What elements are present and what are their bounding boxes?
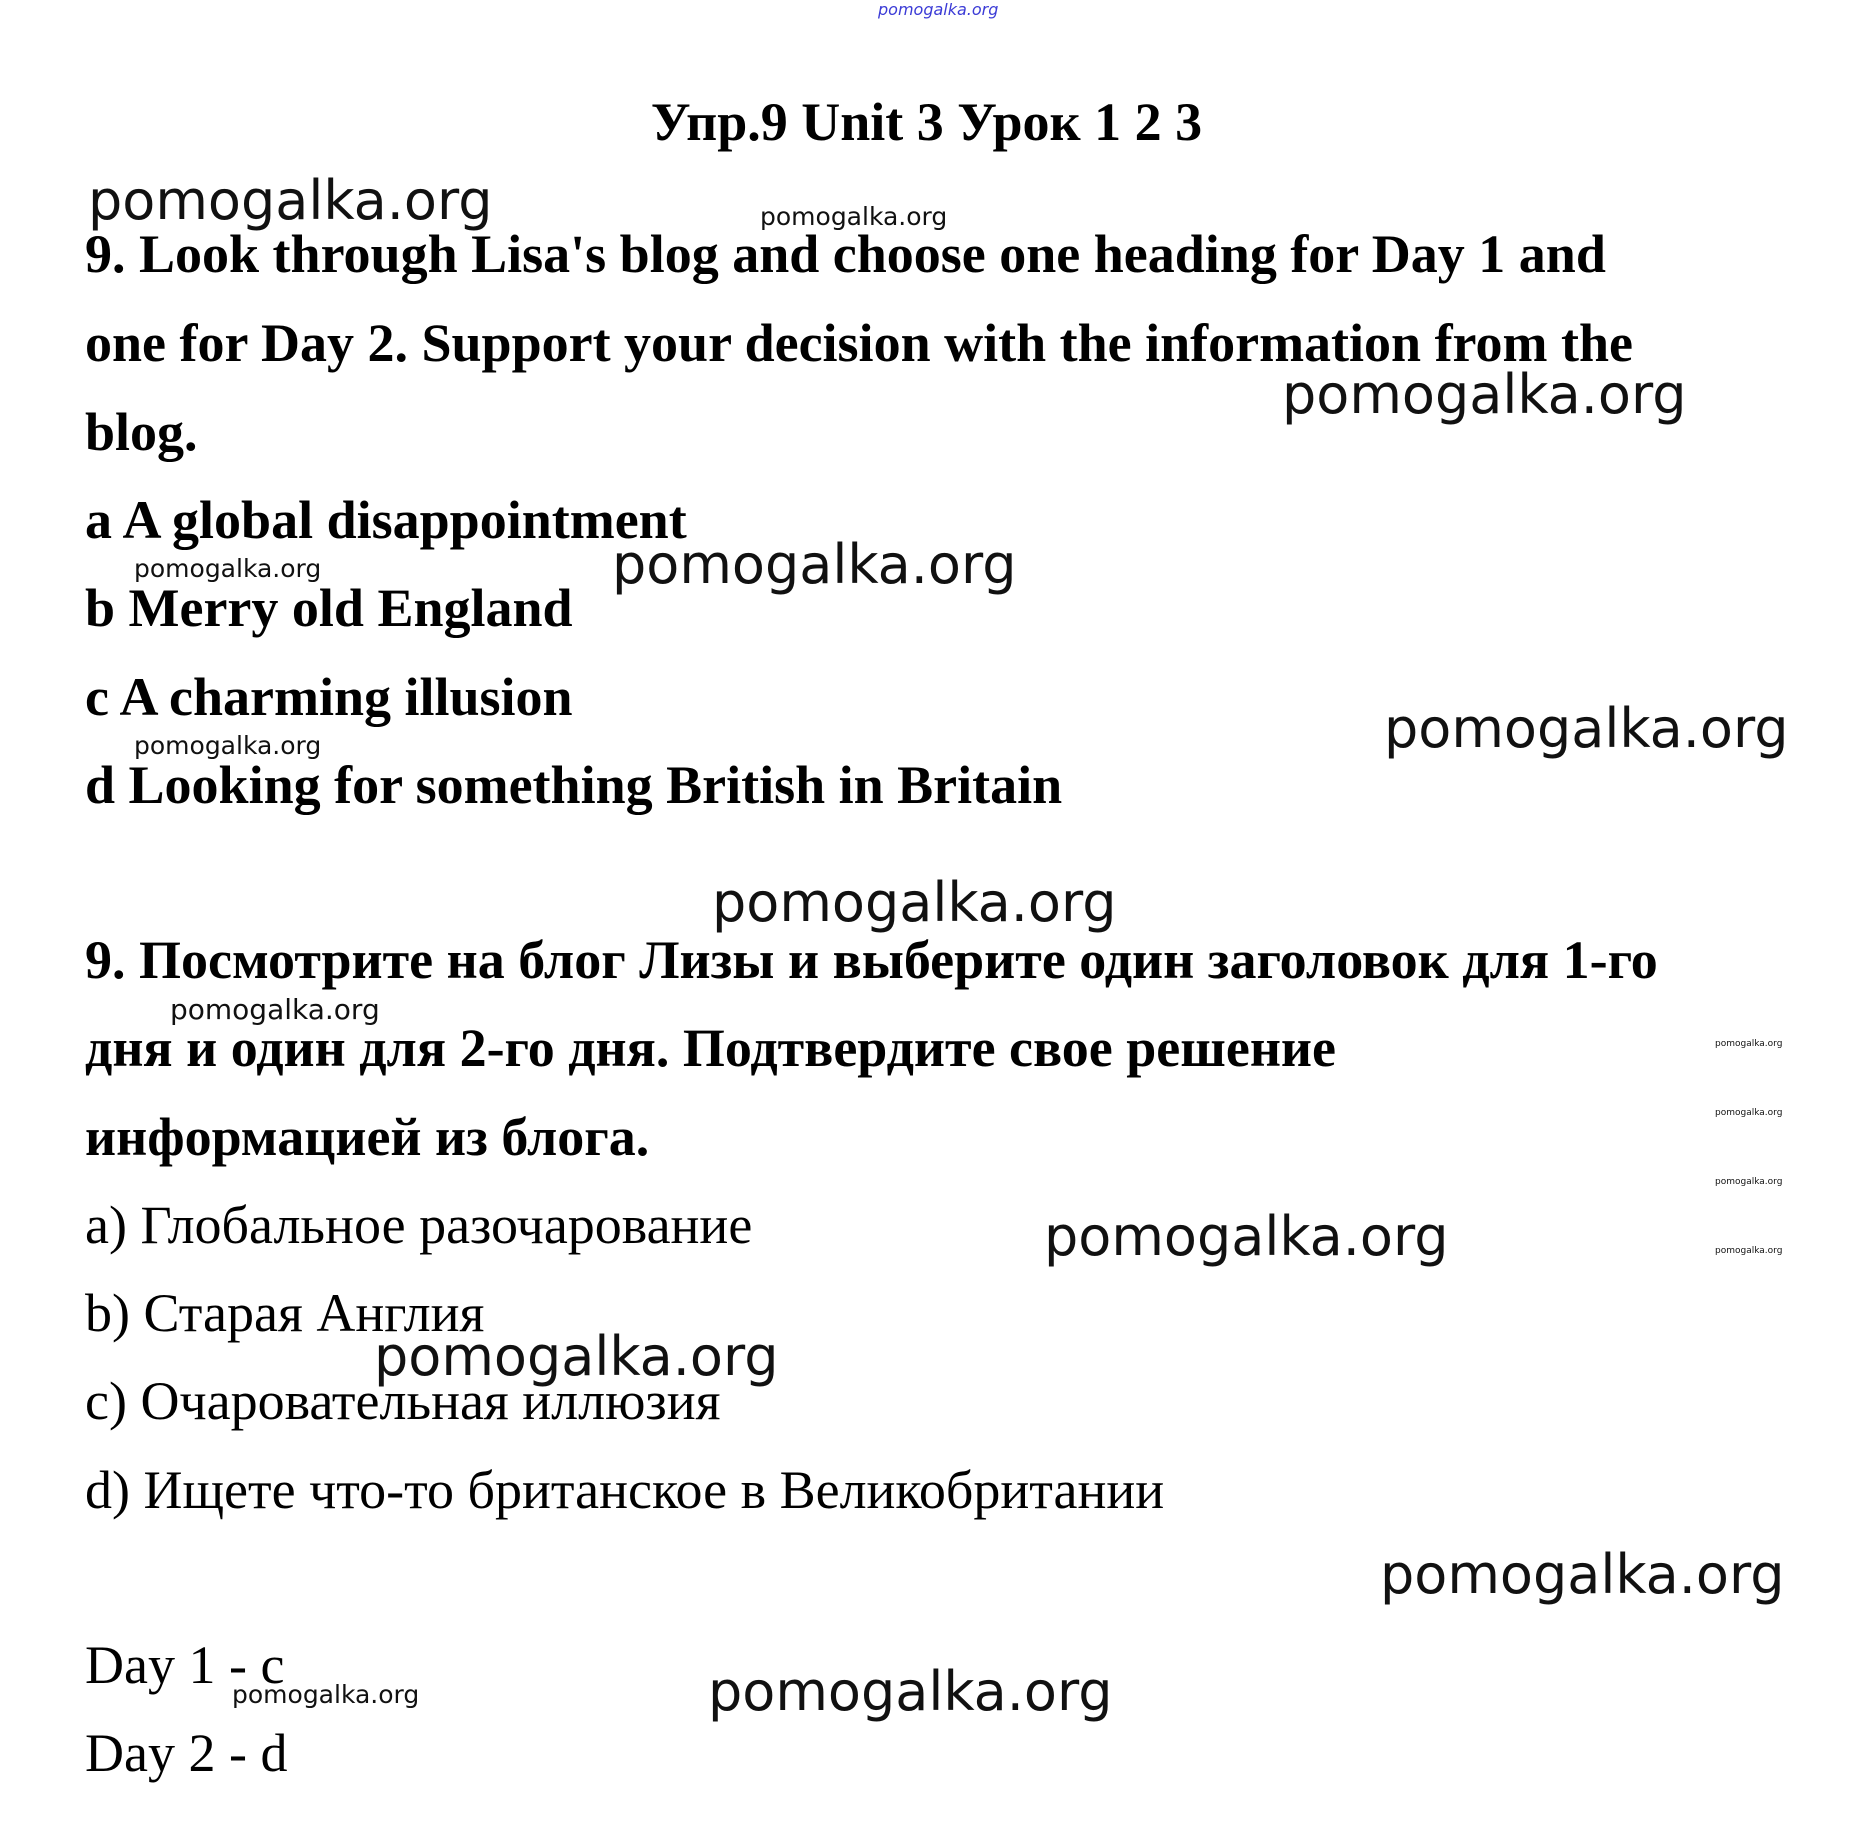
watermark: pomogalka.org: [232, 1680, 420, 1709]
watermark: pomogalka.org: [1380, 1543, 1785, 1606]
task-en-line-3: blog.: [85, 402, 198, 462]
watermark: pomogalka.org: [760, 202, 948, 231]
watermark: pomogalka.org: [708, 1660, 1113, 1723]
task-en-line-1: 9. Look through Lisa's blog and choose one heading for Day 1 and: [85, 224, 1606, 284]
option-ru-d: d) Ищете что-то британское в Великобритании: [85, 1460, 1165, 1520]
watermark: pomogalka.org: [712, 871, 1117, 934]
task-ru-line-3: информацией из блога.: [85, 1107, 650, 1167]
watermark: pomogalka.org: [88, 169, 493, 232]
watermark: pomogalka.org: [878, 0, 999, 19]
option-en-d: d Looking for something British in Britain: [85, 755, 1063, 815]
answer-day-1: Day 1 - c: [85, 1635, 285, 1695]
page-title: Упр.9 Unit 3 Урок 1 2 3: [650, 92, 1203, 152]
option-en-b: b Merry old England: [85, 578, 573, 638]
task-en-line-2: one for Day 2. Support your decision with the information from the: [85, 313, 1634, 373]
watermark: pomogalka.org: [170, 993, 380, 1026]
watermark: pomogalka.org: [1715, 1246, 1783, 1256]
watermark: pomogalka.org: [1715, 1177, 1783, 1187]
watermark: pomogalka.org: [374, 1325, 779, 1388]
option-en-c: c A charming illusion: [85, 667, 573, 727]
option-ru-c: c) Очаровательная иллюзия: [85, 1371, 721, 1431]
answer-day-2: Day 2 - d: [85, 1723, 288, 1783]
watermark: pomogalka.org: [612, 533, 1017, 596]
watermark: pomogalka.org: [1282, 363, 1687, 426]
watermark: pomogalka.org: [134, 731, 322, 760]
watermark: pomogalka.org: [1715, 1039, 1783, 1049]
option-ru-a: a) Глобальное разочарование: [85, 1195, 753, 1255]
task-ru-line-2: дня и один для 2-го дня. Подтвердите свое решение: [85, 1018, 1337, 1078]
task-ru-line-1: 9. Посмотрите на блог Лизы и выберите один заголовок для 1-го: [85, 930, 1658, 990]
watermark: pomogalka.org: [134, 554, 322, 583]
watermark: pomogalka.org: [1044, 1205, 1449, 1268]
watermark: pomogalka.org: [1715, 1108, 1783, 1118]
option-en-a: a A global disappointment: [85, 490, 687, 550]
watermark: pomogalka.org: [1384, 697, 1789, 760]
option-ru-b: b) Старая Англия: [85, 1283, 485, 1343]
